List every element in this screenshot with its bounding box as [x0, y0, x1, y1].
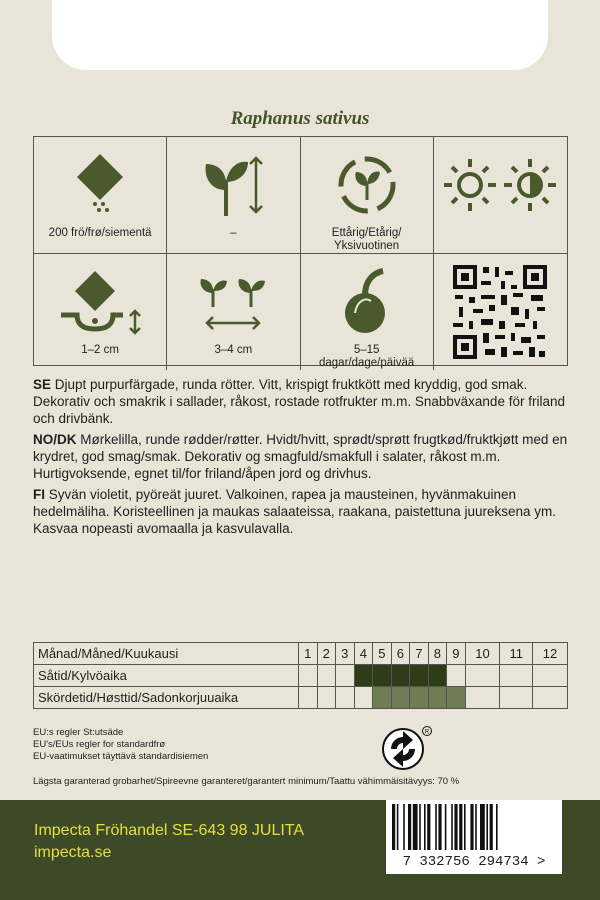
sow-cell [465, 665, 500, 687]
seed-count-label: 200 frö/frø/siementä [48, 227, 152, 239]
barcode-bar [480, 804, 485, 850]
sowing-label: Såtid/Kylvöaika [34, 665, 299, 687]
qr-cell [434, 254, 567, 370]
germination-guarantee: Lägsta garanterad grobarhet/Spireevne garanteret/garantert minimum/Taattu vähimmäisitävyys: 70 % [33, 776, 460, 787]
lang-code-se: SE [33, 377, 52, 392]
barcode-bar [486, 804, 488, 850]
sow-cell-active [373, 665, 392, 687]
month-5: 5 [373, 643, 392, 665]
description [33, 376, 573, 541]
barcode-bar [427, 804, 430, 850]
barcode-bar [470, 804, 473, 850]
sun-partial-shade-icon [440, 149, 560, 221]
barcode-bar [392, 804, 395, 850]
barcode-bar [403, 804, 405, 850]
barcode-bar [445, 804, 447, 850]
days-line2: dagar/dage/päivää [318, 357, 415, 369]
company-address: Impecta Fröhandel SE-643 98 JULITA [34, 822, 305, 839]
info-grid [33, 136, 568, 369]
qr-code-icon[interactable] [451, 262, 549, 362]
lang-code-nodk: NO/DK [33, 432, 77, 447]
barcode-bar [397, 804, 399, 850]
lifecycle-line2: Yksivuotinen [334, 240, 400, 252]
sow-cell [533, 665, 568, 687]
barcode-number: 7 332756 294734 > [386, 852, 562, 872]
barcode-bar [451, 804, 453, 850]
seed-packet-icon [65, 149, 135, 221]
harvest-cell [533, 687, 568, 709]
harvest-cell-active [410, 687, 429, 709]
desc-se [33, 376, 573, 427]
sow-cell [336, 665, 355, 687]
harvest-cell-active [391, 687, 410, 709]
sow-cell-active [391, 665, 410, 687]
germination-cell [301, 254, 434, 370]
harvest-cell [299, 687, 318, 709]
month-6: 6 [391, 643, 410, 665]
harvest-cell-active [428, 687, 447, 709]
month-3: 3 [336, 643, 355, 665]
harvest-cell-active [447, 687, 466, 709]
depth-label: 1–2 cm [81, 344, 119, 356]
germination-days-label [315, 344, 418, 370]
sow-cell-active [354, 665, 373, 687]
company-website[interactable]: impecta.se [34, 844, 112, 861]
month-4: 4 [354, 643, 373, 665]
svg-text:R: R [424, 729, 430, 736]
sow-cell [447, 665, 466, 687]
barcode-bar [454, 804, 457, 850]
harvest-cell [500, 687, 533, 709]
month-2: 2 [317, 643, 336, 665]
height-label: – [230, 227, 237, 239]
plant-height-icon [198, 149, 268, 221]
lang-code-fi: FI [33, 487, 45, 502]
month-8: 8 [428, 643, 447, 665]
eu-line2: EU's/EUs regler for standardfrø [33, 739, 166, 750]
desc-nodk-text: Mørkelilla, runde rødder/røtter. Hvidt/hvitt, sprødt/sprøtt frugtkød/fruktkjøtt med en krydret, god smag/smak. Dekorativ og smagfuld/smakfull i salater, råkost m.m. Hurtigvoksende, egnet til/for friland/åpen jord og drivhus. [33, 432, 568, 481]
barcode-bar [496, 804, 498, 850]
desc-nodk [33, 431, 573, 482]
sow-cell [500, 665, 533, 687]
month-header: Månad/Måned/Kuukausi [34, 643, 299, 665]
barcode-bar [438, 804, 441, 850]
barcode-bar [490, 804, 493, 850]
eu-line1: EU:s regler St:utsäde [33, 727, 124, 738]
lifecycle-cell [301, 137, 434, 254]
lifecycle-line1: Ettårig/Etårig/ [331, 227, 402, 239]
lifecycle-label [328, 227, 406, 253]
germination-days-icon [337, 266, 397, 338]
seed-count-cell [34, 137, 167, 254]
barcode-bar [464, 804, 466, 850]
barcode-bar [408, 804, 411, 850]
barcode-bar [424, 804, 426, 850]
hang-hole [52, 0, 548, 70]
eu-line3: EU-vaatimukset täyttävä standardisiemen [33, 751, 209, 762]
harvest-label: Skördetid/Høsttid/Sadonkorjuuaika [34, 687, 299, 709]
desc-fi-text: Syvän violetit, pyöreät juuret. Valkoinen, rapea ja mausteinen, hyvänmakuinen hedelmäliha. Koristeellinen ja maukas salaateissa, raakana, paistettuna juureksena ym. Kasvaa nopeasti avomaalla ja kasvulavalla. [33, 487, 557, 536]
month-1: 1 [299, 643, 318, 665]
month-12: 12 [533, 643, 568, 665]
harvest-cell [317, 687, 336, 709]
sowing-calendar [33, 642, 568, 709]
month-11: 11 [500, 643, 533, 665]
height-cell [167, 137, 300, 254]
sow-cell-active [428, 665, 447, 687]
harvest-row [34, 687, 568, 709]
spacing-cell [167, 254, 300, 370]
month-9: 9 [447, 643, 466, 665]
days-line1: 5–15 [353, 344, 380, 356]
sow-cell [299, 665, 318, 687]
spacing-label: 3–4 cm [214, 344, 253, 356]
barcode-bar [413, 804, 418, 850]
harvest-cell [465, 687, 500, 709]
plant-spacing-icon [193, 266, 273, 338]
sow-cell [317, 665, 336, 687]
desc-se-text: Djupt purpurfärgade, runda rötter. Vitt, krispigt fruktkött med kryddig, god smak. Dekorativ och smakrik i sallader, råkost, rostade rotfrukter m.m. Snabbväxande för friland och drivbänk. [33, 377, 565, 426]
month-10: 10 [465, 643, 500, 665]
species-name: Raphanus sativus [230, 108, 370, 129]
barcode-bar [459, 804, 462, 850]
annual-cycle-icon [332, 149, 402, 221]
calendar-header-row [34, 643, 568, 665]
company-info [34, 820, 304, 864]
sowing-depth-icon [55, 266, 145, 338]
harvest-cell [336, 687, 355, 709]
barcode-bar [419, 804, 421, 850]
month-7: 7 [410, 643, 429, 665]
green-dot-icon [381, 725, 433, 776]
barcode-bar [435, 804, 437, 850]
harvest-cell [354, 687, 373, 709]
sow-cell-active [410, 665, 429, 687]
harvest-cell-active [373, 687, 392, 709]
eu-standard [33, 727, 208, 763]
light-cell [434, 137, 567, 254]
desc-fi [33, 486, 573, 537]
sowing-row [34, 665, 568, 687]
depth-cell [34, 254, 167, 370]
barcode-bar [475, 804, 477, 850]
